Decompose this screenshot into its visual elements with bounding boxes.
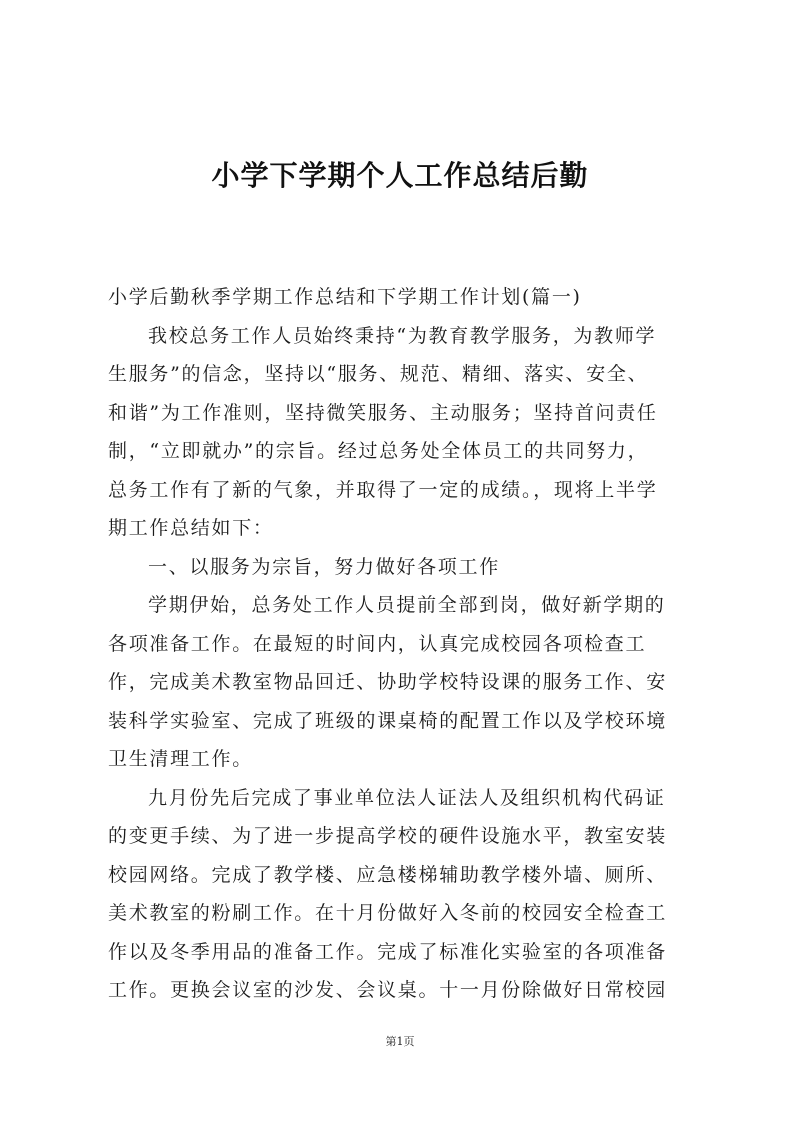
paragraph-line: 作，完成美术教室物品回迁、协助学校特设课的服务工作、安	[108, 671, 667, 693]
paragraph-line: 生服务”的信念，坚持以“服务、规范、精细、落实、安全、	[108, 363, 649, 385]
document-body	[108, 278, 698, 1010]
paragraph-line: 九月份先后完成了事业单位法人证法人及组织机构代码证	[148, 786, 666, 809]
paragraph-line: 总务工作有了新的气象，并取得了一定的成绩。，现将上半学	[108, 478, 658, 501]
paragraph-line: 我校总务工作人员始终秉持“为教育教学服务，为教师学	[148, 324, 657, 347]
paragraph-line: 学期伊始，总务处工作人员提前全部到岗，做好新学期的	[148, 594, 666, 616]
paragraph-line: 美术教室的粉刷工作。在十月份做好入冬前的校园安全检查工	[108, 902, 667, 924]
section-heading: 小学后勤秋季学期工作总结和下学期工作计划(篇一)	[108, 286, 582, 308]
document-title: 小学下学期个人工作总结后勤	[211, 159, 589, 192]
paragraph-line: 期工作总结如下：	[108, 517, 274, 539]
paragraph-line: 校园网络。完成了教学楼、应急楼梯辅助教学楼外墙、厕所、	[108, 863, 667, 886]
paragraph-line: 各项准备工作。在最短的时间内，认真完成校园各项检查工	[108, 632, 647, 655]
paragraph-line: 的变更手续、为了进一步提高学校的硬件设施水平，教室安装	[108, 825, 667, 847]
paragraph-line: 装科学实验室、完成了班级的课桌椅的配置工作以及学校环境	[108, 709, 667, 732]
paragraph-line: 和谐”为工作准则，坚持微笑服务、主动服务；坚持首问责任	[108, 401, 658, 424]
page-number: 第1页	[385, 1035, 415, 1048]
paragraph-line: 工作。更换会议室的沙发、会议桌。十一月份除做好日常校园	[108, 979, 667, 1001]
paragraph-line: 制，“立即就办”的宗旨。经过总务处全体员工的共同努力，	[108, 440, 649, 462]
paragraph-line: 卫生清理工作。	[108, 748, 253, 770]
paragraph-line: 作以及冬季用品的准备工作。完成了标准化实验室的各项准备	[108, 940, 667, 963]
subsection-heading: 一、以服务为宗旨，努力做好各项工作	[148, 555, 500, 578]
